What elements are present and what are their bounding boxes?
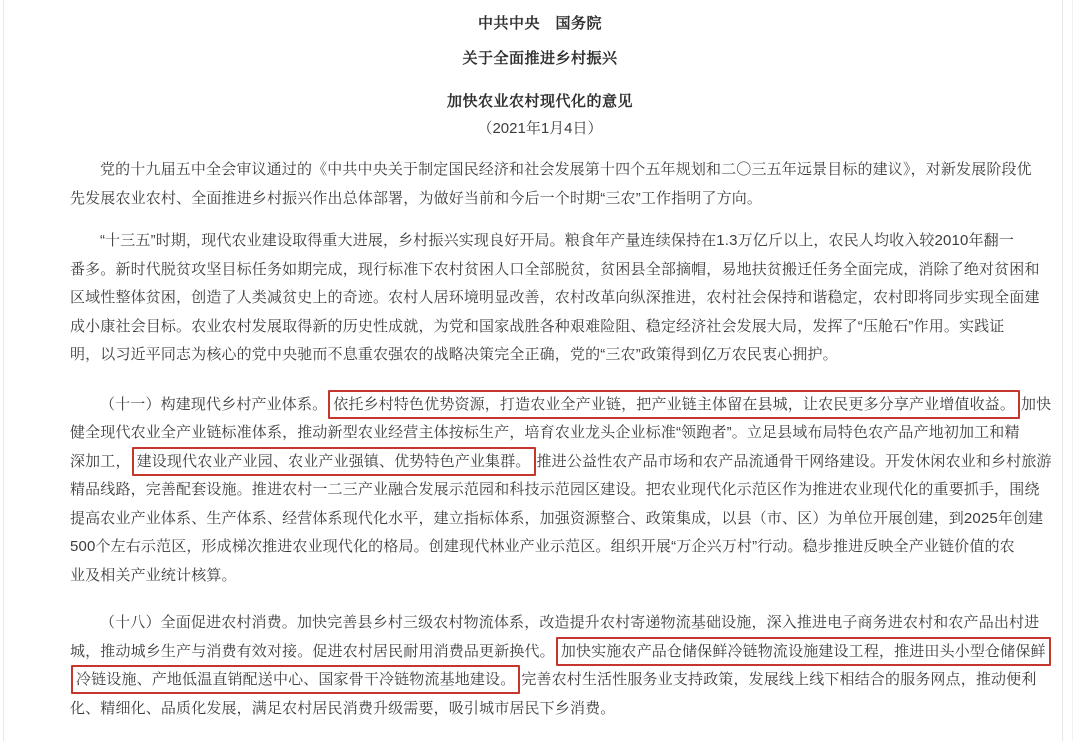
- page-left-edge: [3, 0, 4, 741]
- document-line: [70, 185, 1010, 214]
- text-segment: 推进公益性农产品市场和农产品流通骨干网络建设。开发休闲农业和乡村旅游: [536, 452, 1052, 470]
- paragraph: [70, 156, 1032, 213]
- document-line: [70, 505, 1044, 534]
- text-segment: 党的十九届五中全会审议通过的《中共中央关于制定国民经济和社会发展第十四个五年规划和二〇三五年远景目标的建议》，对新发展阶段优: [100, 161, 1032, 178]
- document-line: [70, 227, 1014, 256]
- text-segment: 深加工，: [70, 452, 131, 470]
- document-line: [70, 609, 1040, 638]
- document-line: [70, 476, 1040, 505]
- document-line: [70, 533, 1015, 562]
- document-issuer: 中共中央 国务院: [477, 15, 602, 32]
- text-segment: 成小康社会目标。农业农村发展取得新的历史性成就，为党和国家战胜各种艰难险阻、稳定经济社会发展大局，发挥了“压舱石”作用。实践证: [70, 317, 1005, 335]
- page-right-edge-outer: [1072, 0, 1073, 741]
- highlighted-text: 冷链设施、产地低温直销配送中心、国家骨干冷链物流基地建设。: [71, 665, 520, 694]
- text-segment: （十一）构建现代乡村产业体系。: [100, 395, 328, 413]
- text-segment: 先发展农业农村、全面推进乡村振兴作出总体部署，为做好当前和今后一个时期“三农”工作指明了方向。: [70, 189, 763, 207]
- document-date: （2021年1月4日）: [477, 120, 603, 137]
- document-line: [70, 284, 1040, 313]
- paragraph: [70, 227, 1040, 370]
- document-line: [70, 341, 1010, 370]
- document-line: [70, 448, 1052, 477]
- highlighted-text: 依托乡村特色优势资源，打造农业全产业链，把产业链主体留在县城，让农民更多分享产业增值收益。: [328, 390, 1020, 419]
- document-title-line2: 加快农业农村现代化的意见: [446, 93, 633, 110]
- document-body: [70, 156, 1052, 723]
- text-segment: 城，推动城乡生产与消费有效对接。促进农村居民耐用消费品更新换代。: [70, 642, 555, 660]
- text-segment: 精品线路，完善配套设施。推进农村一二三产业融合发展示范园和科技示范园区建设。把农业现代化示范区作为推进农业现代化的重要抓手，围绕: [70, 481, 1040, 498]
- text-segment: 化、精细化、品质化发展，满足农村居民消费升级需要，吸引城市居民下乡消费。: [70, 699, 616, 717]
- text-segment: 健全现代农业全产业链标准体系，推动新型农业经营主体按标生产，培育农业龙头企业标准“领跑者”。立足县域布局特色农产品产地初加工和精: [70, 424, 1020, 441]
- text-segment: （十八）全面促进农村消费。加快完善县乡村三级农村物流体系，改造提升农村寄递物流基础设施，深入推进电子商务进农村和农产品出村进: [100, 614, 1040, 631]
- text-segment: 加快: [1021, 395, 1052, 413]
- highlighted-text: 建设现代农业产业园、农业产业强镇、优势特色产业集群。: [132, 447, 536, 476]
- paragraph: [70, 609, 1046, 723]
- page-right-edge: [1062, 0, 1063, 741]
- text-segment: 500个左右示范区，形成梯次推进农业现代化的格局。创建现代林业产业示范区。组织开展“万企兴万村”行动。稳步推进反映全产业链价值的农: [70, 538, 1015, 555]
- document-line: [70, 156, 1032, 185]
- document-line: [70, 695, 1010, 724]
- text-segment: “十三五”时期，现代农业建设取得重大进展，乡村振兴实现良好开局。粮食年产量连续保持在1.3万亿斤以上，农民人均收入较2010年翻一: [100, 232, 1014, 249]
- document-line: [70, 313, 1010, 342]
- text-segment: 业及相关产业统计核算。: [70, 566, 237, 584]
- paragraph: [70, 391, 1052, 591]
- document-line: [70, 391, 1052, 420]
- document-content: [70, 12, 1052, 723]
- text-segment: 完善农村生活性服务业支持政策，发展线上线下相结合的服务网点，推动便利: [521, 671, 1037, 688]
- text-segment: 番多。新时代脱贫攻坚目标任务如期完成，现行标准下农村贫困人口全部脱贫，贫困县全部摘帽，易地扶贫搬迁任务全面完成，消除了绝对贫困和: [70, 260, 1040, 278]
- document-line: [70, 419, 1020, 448]
- document-line: [70, 666, 1037, 695]
- document-line: [70, 562, 1010, 591]
- text-segment: 提高农业产业体系、生产体系、经营体系现代化水平，建立指标体系，加强资源整合、政策集成，以县（市、区）为单位开展创建，到2025年创建: [70, 509, 1044, 527]
- text-segment: 区域性整体贫困，创造了人类减贫史上的奇迹。农村人居环境明显改善，农村改革向纵深推进，农村社会保持和谐稳定，农村即将同步实现全面建: [70, 289, 1040, 306]
- document-line: [70, 256, 1040, 285]
- highlighted-text: 加快实施农产品仓储保鲜冷链物流设施建设工程，推进田头小型仓储保鲜: [556, 637, 1051, 666]
- text-segment: 明，以习近平同志为核心的党中央驰而不息重农强农的战略决策完全正确，党的“三农”政策得到亿万农民衷心拥护。: [70, 346, 838, 363]
- document-line: [70, 638, 1046, 667]
- document-title-line1: 关于全面推进乡村振兴: [462, 50, 618, 67]
